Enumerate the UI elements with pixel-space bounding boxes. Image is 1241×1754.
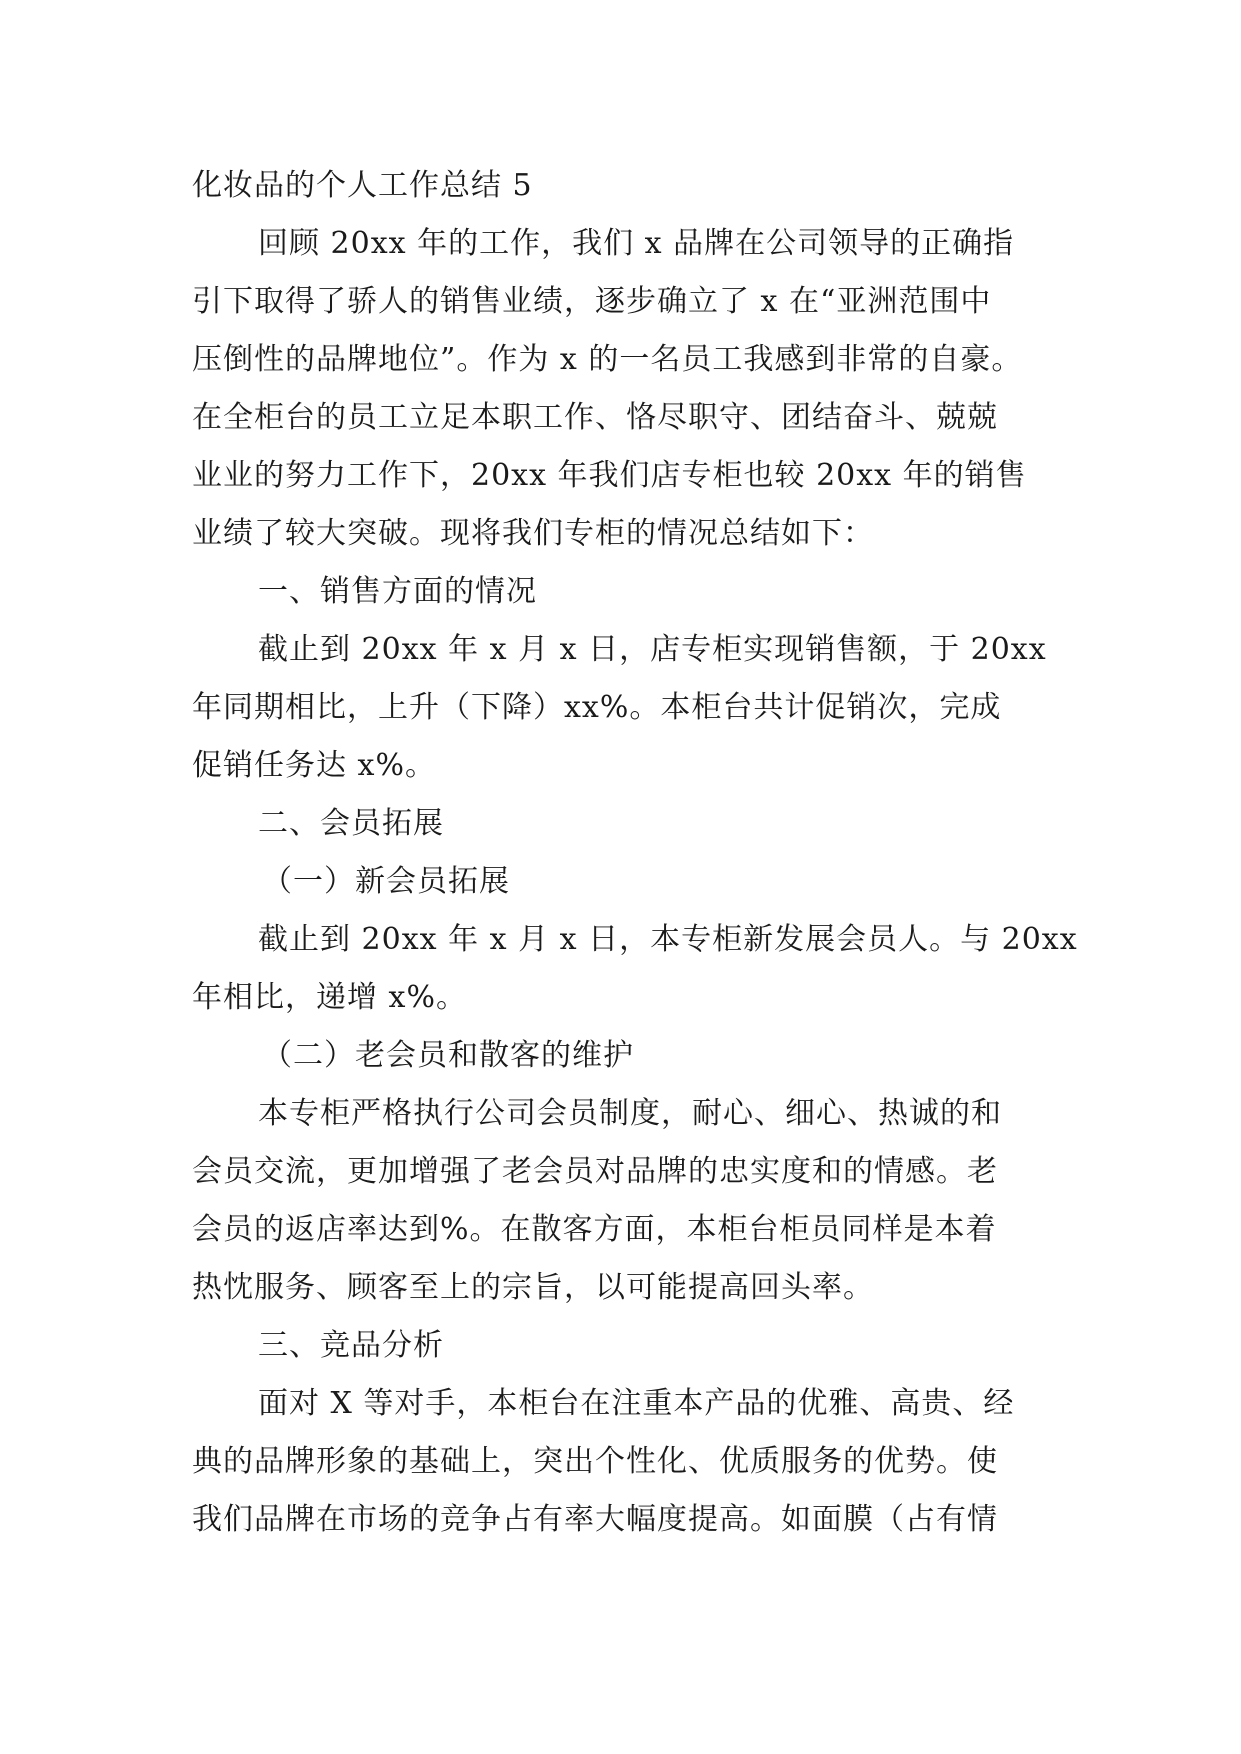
paragraph-line: 年同期相比，上升（下降）xx%。本柜台共计促销次，完成 — [192, 690, 1002, 725]
paragraph-line: 截止到 20xx 年 x 月 x 日，本专柜新发展会员人。与 20xx — [258, 922, 1078, 957]
subsection-heading: （一）新会员拓展 — [262, 864, 510, 899]
paragraph-line: 会员的返店率达到%。在散客方面，本柜台柜员同样是本着 — [192, 1212, 997, 1247]
paragraph-line: 会员交流，更加增强了老会员对品牌的忠实度和的情感。老 — [192, 1154, 998, 1189]
paragraph-line: 回顾 20xx 年的工作，我们 x 品牌在公司领导的正确指 — [258, 226, 1015, 261]
paragraph-line: 在全柜台的员工立足本职工作、恪尽职守、团结奋斗、兢兢 — [192, 400, 998, 435]
paragraph-line: 截止到 20xx 年 x 月 x 日，店专柜实现销售额，于 20xx — [258, 632, 1047, 667]
paragraph-line: 我们品牌在市场的竞争占有率大幅度提高。如面膜（占有情 — [192, 1502, 998, 1537]
paragraph-line: 引下取得了骄人的销售业绩，逐步确立了 x 在“亚洲范围中 — [192, 284, 992, 319]
paragraph-line: 促销任务达 x%。 — [192, 748, 436, 783]
section-heading: 三、竞品分析 — [258, 1328, 444, 1363]
paragraph-line: 压倒性的品牌地位”。作为 x 的一名员工我感到非常的自豪。 — [192, 342, 1023, 377]
paragraph-line: 年相比，递增 x%。 — [192, 980, 467, 1015]
paragraph-line: 热忱服务、顾客至上的宗旨，以可能提高回头率。 — [192, 1270, 874, 1305]
paragraph-line: 业绩了较大突破。现将我们专柜的情况总结如下： — [192, 516, 874, 551]
section-heading: 二、会员拓展 — [258, 806, 444, 841]
subsection-heading: （二）老会员和散客的维护 — [262, 1038, 634, 1073]
paragraph-line: 本专柜严格执行公司会员制度，耐心、细心、热诚的和 — [258, 1096, 1002, 1131]
section-heading: 一、销售方面的情况 — [258, 574, 537, 609]
paragraph-line: 面对 X 等对手，本柜台在注重本产品的优雅、高贵、经 — [258, 1386, 1015, 1421]
paragraph-line: 典的品牌形象的基础上，突出个性化、优质服务的优势。使 — [192, 1444, 998, 1479]
document-title: 化妆品的个人工作总结 5 — [192, 168, 533, 203]
paragraph-line: 业业的努力工作下，20xx 年我们店专柜也较 20xx 年的销售 — [192, 458, 1027, 493]
